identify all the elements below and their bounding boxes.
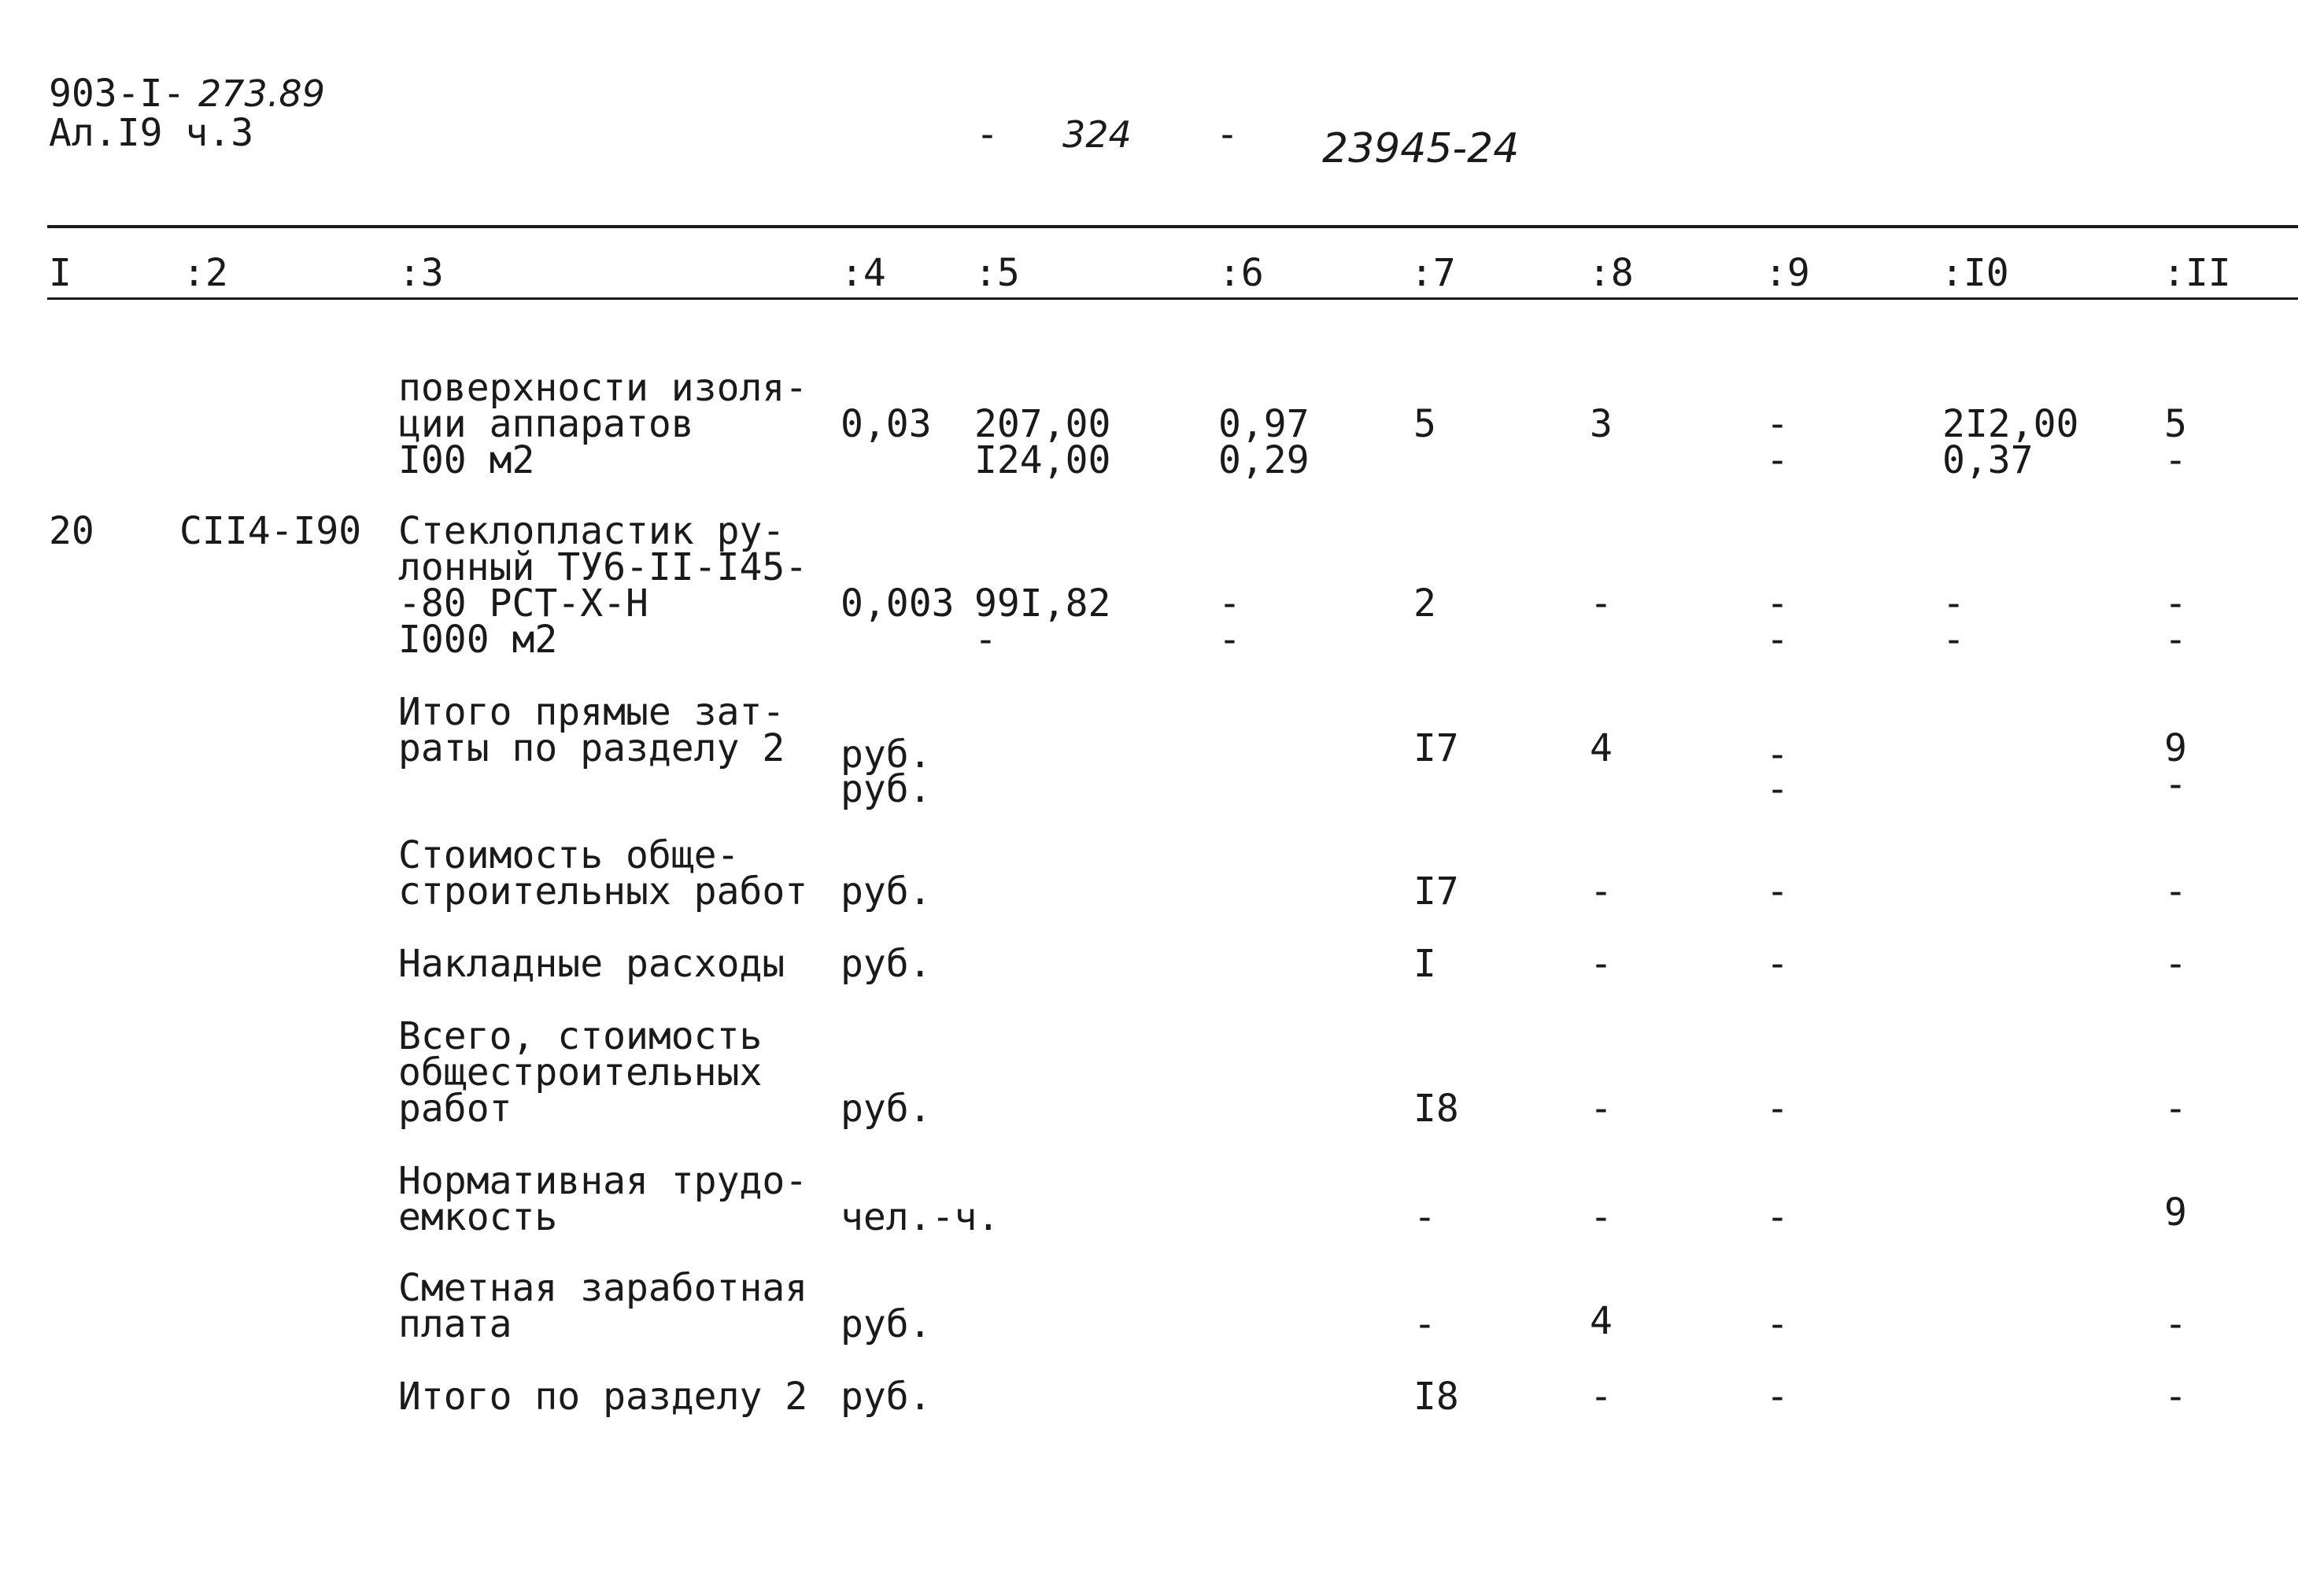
cell-col4: руб.	[841, 767, 932, 811]
cell-col7: I7	[1413, 726, 1459, 770]
cell-col4: руб.	[841, 1087, 932, 1131]
col-header-3: :3	[398, 251, 444, 295]
cell-col8: -	[1590, 1087, 1613, 1131]
cell-col7: I	[1413, 942, 1436, 986]
cell-col10: 2I2,00	[1942, 402, 2079, 446]
row-description-line: общестроительных	[398, 1050, 763, 1095]
row-description-line: Всего, стоимость	[398, 1014, 763, 1058]
row-description-line: ции аппаратов	[398, 402, 694, 446]
row-code: CII4-I90	[179, 509, 362, 553]
col-header-7: :7	[1410, 251, 1456, 295]
cell-col9: -	[1766, 733, 1789, 777]
cell-col8: 4	[1590, 726, 1613, 770]
row-description-line: Сметная заработная	[398, 1266, 808, 1310]
header-rule-top	[47, 225, 2298, 228]
cell-col10: -	[1942, 618, 1965, 662]
row-description-line: Стоимость обще-	[398, 833, 740, 877]
col-header-4: :4	[841, 251, 886, 295]
row-description-line: плата	[398, 1302, 512, 1346]
cell-col9: -	[1766, 767, 1789, 811]
row-number: 20	[49, 509, 94, 553]
cell-col7: -	[1413, 1302, 1436, 1346]
cell-col7: 2	[1413, 581, 1436, 626]
doc-code-printed: 903-I-	[49, 72, 186, 116]
dash-left: -	[976, 113, 999, 157]
cell-col6: 0,29	[1218, 438, 1310, 482]
cell-col7: I7	[1413, 869, 1459, 914]
col-header-6: :6	[1218, 251, 1264, 295]
cell-col8: 3	[1590, 402, 1613, 446]
cell-col5: 99I,82	[974, 581, 1111, 626]
row-description-line: Накладные расходы	[398, 942, 785, 986]
row-description-line: строительных работ	[398, 869, 808, 914]
cell-col11: -	[2164, 438, 2187, 482]
row-description-line: емкость	[398, 1195, 558, 1239]
cell-col5: 207,00	[974, 402, 1111, 446]
cell-col4: руб.	[841, 1375, 932, 1419]
cell-col11: 5	[2164, 402, 2187, 446]
cell-col9: -	[1766, 438, 1789, 482]
cell-col9: -	[1766, 1195, 1789, 1239]
row-description-line: -80 РСТ-Х-Н	[398, 581, 648, 626]
doc-code-handwritten: 273.89	[198, 72, 325, 115]
cell-col5: -	[974, 618, 997, 662]
cell-col6: 0,97	[1218, 402, 1310, 446]
header-rule-bottom	[47, 297, 2298, 300]
cell-col8: -	[1590, 942, 1613, 986]
row-description-line: Итого по разделу 2	[398, 1375, 808, 1419]
cell-col9: -	[1766, 1087, 1789, 1131]
cell-col7: I8	[1413, 1375, 1459, 1419]
cell-col10: -	[1942, 581, 1965, 626]
cell-col4: руб.	[841, 942, 932, 986]
album-line: Ал.I9 ч.3	[49, 111, 254, 155]
row-description-line: поверхности изоля-	[398, 366, 808, 410]
col-header-8: :8	[1588, 251, 1634, 295]
row-description-line: I00 м2	[398, 438, 535, 482]
cell-col11: -	[2164, 762, 2187, 807]
col-header-5: :5	[974, 251, 1020, 295]
cell-col11: -	[2164, 942, 2187, 986]
cell-col7: 5	[1413, 402, 1436, 446]
cell-col8: 4	[1590, 1299, 1613, 1343]
row-description-line: I000 м2	[398, 618, 558, 662]
cell-col11: -	[2164, 1375, 2187, 1419]
cell-col11: -	[2164, 1302, 2187, 1346]
cell-col8: -	[1590, 1375, 1613, 1419]
row-description-line: раты по разделу 2	[398, 726, 785, 770]
cell-col9: -	[1766, 581, 1789, 626]
cell-col5: I24,00	[974, 438, 1111, 482]
col-header-2: :2	[183, 251, 228, 295]
inventory-number: 23945-24	[1322, 125, 1520, 172]
cell-col4: руб.	[841, 869, 932, 914]
cell-col8: -	[1590, 869, 1613, 914]
cell-col9: -	[1766, 618, 1789, 662]
cell-col7: I8	[1413, 1087, 1459, 1131]
cell-col11: -	[2164, 869, 2187, 914]
row-description-line: Итого прямые зат-	[398, 690, 785, 734]
cell-col6: -	[1218, 581, 1241, 626]
cell-col9: -	[1766, 402, 1789, 446]
row-description-line: лонный ТУ6-II-I45-	[398, 545, 808, 589]
col-header-11: :II	[2163, 251, 2231, 295]
cell-col4: чел.-ч.	[841, 1195, 1000, 1239]
col-header-9: :9	[1764, 251, 1810, 295]
col-header-10: :I0	[1941, 251, 2009, 295]
row-description-line: Стеклопластик ру-	[398, 509, 785, 553]
cell-col8: -	[1590, 581, 1613, 626]
cell-col6: -	[1218, 618, 1241, 662]
cell-col7: -	[1413, 1195, 1436, 1239]
cell-col11: 9	[2164, 1191, 2187, 1235]
dash-right: -	[1216, 113, 1239, 157]
cell-col4: 0,03	[841, 402, 932, 446]
cell-col9: -	[1766, 869, 1789, 914]
cell-col11: -	[2164, 618, 2187, 662]
cell-col11: -	[2164, 1087, 2187, 1131]
cell-col10: 0,37	[1942, 438, 2034, 482]
cell-col9: -	[1766, 1375, 1789, 1419]
cell-col4: 0,003	[841, 581, 955, 626]
cell-col11: -	[2164, 581, 2187, 626]
row-description-line: Нормативная трудо-	[398, 1159, 808, 1203]
col-header-1: I	[49, 251, 72, 295]
cell-col9: -	[1766, 942, 1789, 986]
page-number: 324	[1062, 113, 1132, 156]
cell-col4: руб.	[841, 1302, 932, 1346]
cell-col8: -	[1590, 1195, 1613, 1239]
row-description-line: работ	[398, 1087, 512, 1131]
cell-col11: 9	[2164, 726, 2187, 770]
cell-col4: руб.	[841, 733, 932, 777]
cell-col9: -	[1766, 1302, 1789, 1346]
